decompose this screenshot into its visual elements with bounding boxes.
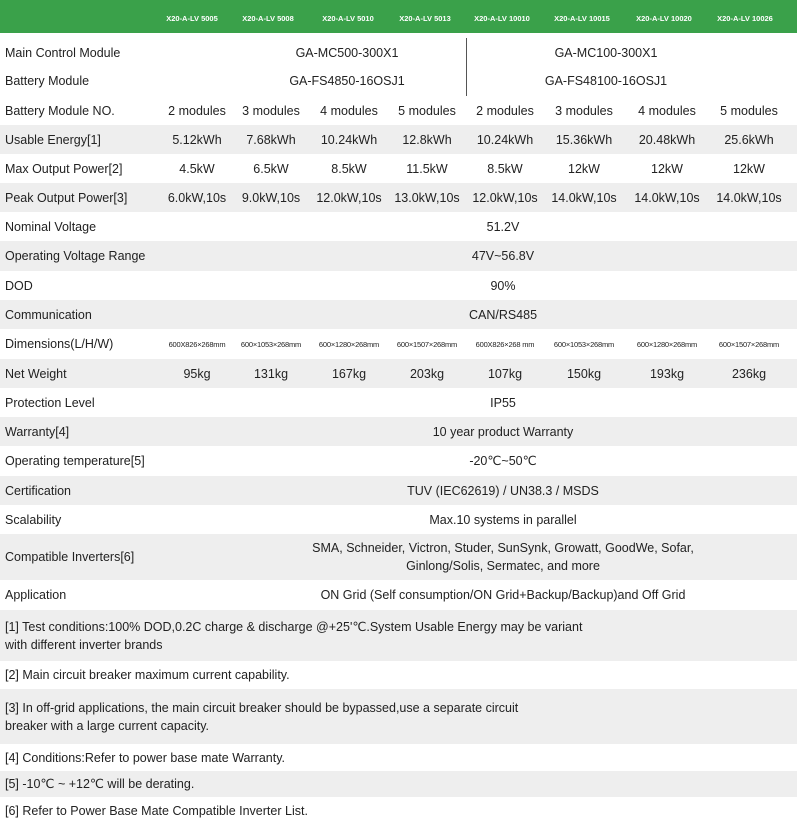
model-header-cell: X20-A-LV 10010 [474, 14, 530, 23]
spec-row [0, 212, 797, 241]
model-header-cell: X20-A-LV 10015 [554, 14, 610, 23]
spec-row [0, 388, 797, 417]
spec-value: 600×1507×268mm [718, 339, 780, 349]
spec-value: 12kW [733, 161, 765, 176]
battery-module-right: GA-FS48100-16OSJ1 [544, 74, 668, 88]
spec-value: 14.0kW,10s [551, 190, 617, 205]
spec-row [0, 300, 797, 329]
spec-value: 12.8kWh [402, 132, 452, 147]
model-header-cell: X20-A-LV 10026 [717, 14, 773, 23]
row-label: Communication [5, 307, 92, 322]
footnote-text: [3] In off-grid applications, the main circuit breaker should be bypassed,use a separate circuit breaker with a large current capacity. [5, 700, 519, 733]
spec-value: 14.0kW,10s [716, 190, 782, 205]
row-label: Battery Module [5, 74, 90, 88]
spec-value-span: 51.2V [486, 219, 520, 234]
spec-value-span: SMA, Schneider, Victron, Studer, SunSynk, Growatt, GoodWe, Sofar, Ginlong/Solis, Sermatec, and more [312, 541, 694, 573]
spec-value-span: 47V~56.8V [471, 249, 535, 263]
spec-value: 6.0kW,10s [167, 190, 227, 205]
model-header-cell: X20-A-LV 5010 [322, 14, 374, 23]
model-header-cell: X20-A-LV 5008 [242, 14, 294, 23]
spec-row [0, 534, 797, 580]
spec-value: 107kg [487, 366, 523, 381]
spec-row [0, 183, 797, 212]
spec-value-span: Max.10 systems in parallel [429, 512, 577, 527]
footnote-row [0, 689, 797, 744]
footnote-text: [5] -10℃ ~ +12℃ will be derating. [5, 777, 195, 791]
footnote-row [0, 610, 797, 661]
spec-value: 14.0kW,10s [634, 190, 700, 205]
spec-value-span: IP55 [490, 395, 516, 410]
spec-value: 600×1280×268mm [636, 339, 698, 349]
spec-value: 13.0kW,10s [394, 190, 460, 205]
spec-value: 12.0kW,10s [472, 190, 538, 205]
row-label: Scalability [5, 512, 62, 527]
main-control-right: GA-MC100-300X1 [554, 46, 658, 60]
row-label: Net Weight [5, 366, 67, 381]
spec-row [0, 505, 797, 534]
spec-value: 600×1280×268mm [318, 339, 380, 349]
spec-row [0, 329, 797, 359]
spec-value: 600X826×268 mm [475, 339, 535, 349]
spec-value: 600×1507×268mm [396, 339, 458, 349]
spec-row [0, 154, 797, 183]
spec-value: 600X826×268mm [168, 339, 226, 349]
row-label: Certification [5, 483, 71, 498]
row-label: Battery Module NO. [5, 103, 115, 118]
footnote-row [0, 744, 797, 771]
battery-module-row [0, 67, 797, 95]
row-label: Application [5, 587, 67, 602]
spec-value: 9.0kW,10s [241, 190, 301, 205]
row-label: Usable Energy[1] [5, 132, 101, 147]
row-label: Nominal Voltage [5, 219, 97, 234]
row-label: Max Output Power[2] [5, 161, 123, 176]
model-header-cell: X20-A-LV 5013 [399, 14, 451, 23]
spec-value: 131kg [253, 366, 289, 381]
spec-value: 236kg [731, 366, 767, 381]
footnote-row [0, 797, 797, 825]
spec-value: 15.36kWh [555, 132, 613, 147]
main-control-row [0, 39, 797, 67]
spec-value-span: CAN/RS485 [468, 307, 538, 322]
spec-value-span: TUV (IEC62619) / UN38.3 / MSDS [407, 483, 599, 498]
spec-value: 5.12kWh [172, 132, 222, 147]
spec-value: 8.5kW [331, 161, 367, 176]
spec-value: 203kg [409, 366, 445, 381]
row-label: Warranty[4] [5, 424, 70, 439]
spec-value: 10.24kWh [476, 132, 534, 147]
spec-row [0, 359, 797, 388]
footnote-text: [4] Conditions:Refer to power base mate Warranty. [5, 750, 285, 765]
spec-value: 3 modules [242, 103, 300, 118]
spec-value: 25.6kWh [724, 132, 774, 147]
row-label: Compatible Inverters[6] [5, 550, 135, 564]
row-label: Operating temperature[5] [5, 454, 145, 468]
spec-value: 2 modules [168, 103, 226, 118]
spec-row [0, 125, 797, 154]
spec-value: 600×1053×268mm [553, 339, 615, 349]
spec-value: 2 modules [476, 103, 534, 118]
spec-value: 20.48kWh [638, 132, 696, 147]
spec-value: 5 modules [720, 103, 778, 118]
spec-value: 7.68kWh [246, 132, 296, 147]
spec-value: 12kW [651, 161, 683, 176]
row-label: Peak Output Power[3] [5, 190, 128, 205]
spec-value: 4.5kW [179, 161, 215, 176]
spec-row [0, 446, 797, 476]
spec-value: 3 modules [555, 103, 613, 118]
row-label: Main Control Module [5, 46, 121, 60]
model-header-cell: X20-A-LV 5005 [166, 14, 218, 23]
spec-row [0, 271, 797, 300]
spec-value: 167kg [331, 366, 367, 381]
row-label: Operating Voltage Range [5, 249, 146, 263]
spec-value: 4 modules [320, 103, 378, 118]
spec-row [0, 476, 797, 505]
spec-value-span: 10 year product Warranty [432, 424, 574, 439]
footnote-row [0, 771, 797, 797]
footnote-row [0, 661, 797, 689]
spec-row [0, 96, 797, 125]
model-header-bar [0, 0, 797, 33]
spec-row [0, 241, 797, 271]
spec-value: 193kg [649, 366, 685, 381]
main-control-left: GA-MC500-300X1 [295, 46, 399, 60]
model-header-cell: X20-A-LV 10020 [636, 14, 692, 23]
row-label: Protection Level [5, 395, 95, 410]
spec-value: 600×1053×268mm [240, 339, 302, 349]
battery-module-left: GA-FS4850-16OSJ1 [289, 74, 405, 88]
footnote-text: [2] Main circuit breaker maximum current capability. [5, 668, 290, 682]
footnote-text: [6] Refer to Power Base Mate Compatible Inverter List. [5, 804, 308, 818]
spec-row [0, 417, 797, 446]
row-label: DOD [5, 278, 33, 293]
row-label: Dimensions(L/H/W) [5, 337, 114, 351]
spec-value: 5 modules [398, 103, 456, 118]
spec-value: 10.24kWh [320, 132, 378, 147]
spec-value: 6.5kW [253, 161, 289, 176]
spec-value: 95kg [183, 366, 211, 381]
spec-value: 12.0kW,10s [316, 190, 382, 205]
spec-value: 150kg [566, 366, 602, 381]
spec-value-span: 90% [490, 278, 516, 293]
spec-value: 11.5kW [406, 161, 448, 176]
spec-value-span: ON Grid (Self consumption/ON Grid+Backup/Backup)and Off Grid [320, 587, 686, 602]
spec-value: 4 modules [638, 103, 696, 118]
spec-value: 12kW [568, 161, 600, 176]
spec-value-span: -20℃~50℃ [469, 454, 537, 468]
spec-value: 8.5kW [487, 161, 523, 176]
spec-row [0, 580, 797, 609]
footnote-text: [1] Test conditions:100% DOD,0.2C charge & discharge @+25'℃.System Usable Energy may be variant with different inverter brands [5, 619, 583, 652]
